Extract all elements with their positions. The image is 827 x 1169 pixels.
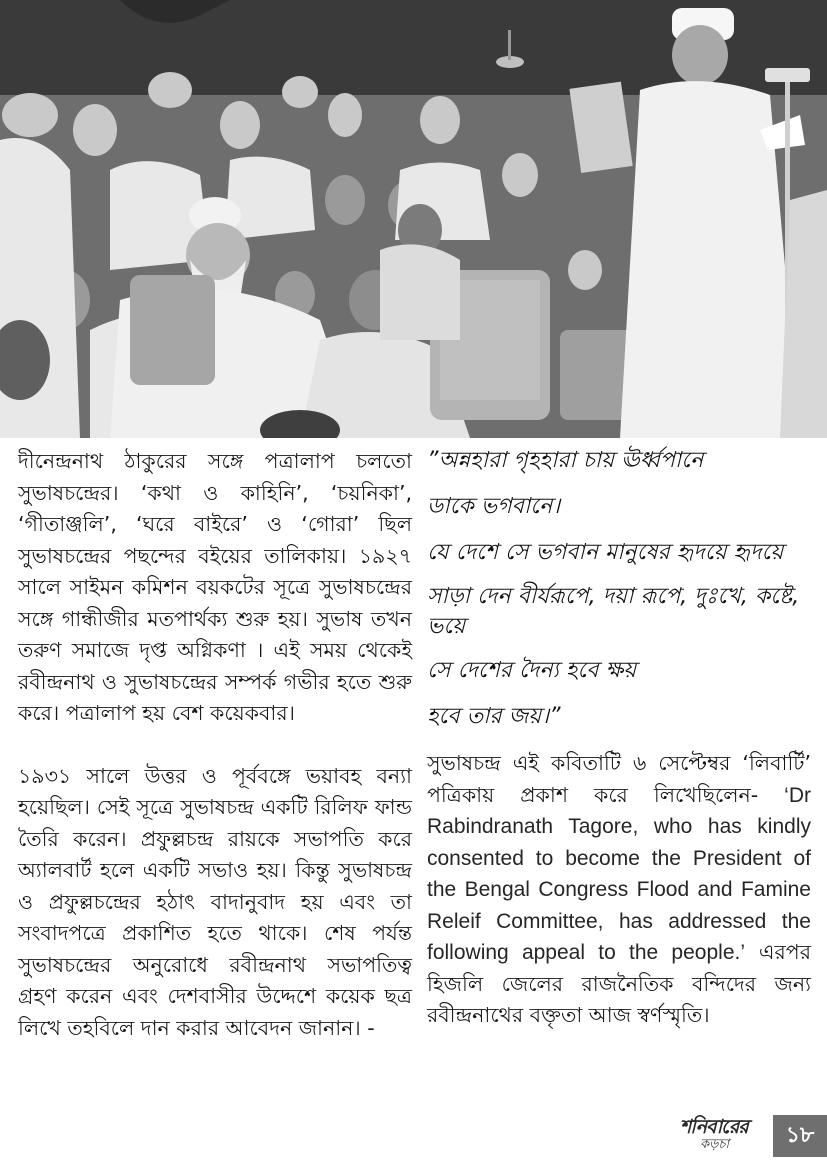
poem-quote — [427, 446, 811, 732]
body-paragraph-1: দীনেন্দ্রনাথ ঠাকুরের সঙ্গে পত্রালাপ চলতো সুভাষচন্দ্রের। ‘কথা ও কাহিনি’, ‘চয়নিকা’, ‘গীতাঞ্জলি’, ‘ঘরে বাইরে’ ও ‘গোরা’ ছিল সুভাষচন্দ্রের পছন্দের বইয়ের তালিকায়। ১৯২৭ সালে সাইমন কমিশন বয়কটের সূত্রে সুভাষচন্দ্রের সঙ্গে গান্ধীজীর মতপার্থক্য শুরু হয়। সুভাষ তখন তরুণ সমাজে দৃপ্ত অগ্নিকণা । এই সময় থেকেই রবীন্দ্রনাথ ও সুভাষচন্দ্রের সম্পর্ক গভীর হতে শুরু করে। পত্রালাপ হয় বেশ কয়েকবার। — [18, 449, 412, 725]
body-paragraph-2: ১৯৩১ সালে উত্তর ও পূর্ববঙ্গে ভয়াবহ বন্যা হয়েছিল। সেই সূত্রে সুভাষচন্দ্র একটি রিলিফ ফান্ড তৈরি করেন। প্রফুল্লচন্দ্র রায়কে সভাপতি করে অ্যালবার্ট হলে একটি সভাও হয়। কিন্তু সুভাষচন্দ্র ও প্রফুল্লচন্দ্রের হঠাৎ বাদানুবাদ হয় এবং তা সংবাদপত্রে প্রকাশিত হতে থাকে। শেষ পর্যন্ত সুভাষচন্দ্রের অনুরোধে রবীন্দ্রনাথ সভাপতিত্ব গ্রহণ করেন এবং দেশবাসীর উদ্দেশে কয়েক ছত্র লিখে তহবিলে দান করার আবেদন জানান। - — [18, 763, 412, 1040]
english-quote: ‘Dr Rabindranath Tagore, who has kindly consented to become the President of the Bengal Congress Flood and Famine Releif Committee, has addressed the following appeal to the people.’ — [427, 783, 811, 964]
bengali-text: সুভাষচন্দ্র এই কবিতাটি ৬ সেপ্টেম্বর ‘লিবার্টি’ পত্রিকায় প্রকাশ করে লিখেছিলেন- — [427, 751, 811, 807]
page-number: ১৮ — [773, 1115, 827, 1157]
publication-logo — [678, 1111, 760, 1157]
logo-main-text: শনিবারের — [680, 1116, 748, 1138]
logo-sub-text: কড়চা — [700, 1137, 730, 1152]
poem-line: ”অন্নহারা গৃহহারা চায় ঊর্ধ্বপানে — [427, 448, 704, 473]
archival-photo — [0, 0, 827, 438]
bengali-text: এরপর হিজলি জেলের রাজনৈতিক বন্দিদের জন্য রবীন্দ্রনাথের বক্তৃতা আজ স্বর্ণস্মৃতি। — [427, 940, 811, 1027]
poem-line: হবে তার জয়।” — [427, 704, 561, 729]
body-paragraph-3 — [427, 748, 811, 1032]
left-column — [18, 446, 412, 1044]
right-column — [427, 446, 811, 1032]
poem-line: সাড়া দেন বীর্যরূপে, দয়া রূপে, দুঃখে, কষ্টে, ভয়ে — [427, 584, 800, 639]
poem-line: যে দেশে সে ভগবান মানুষের হৃদয়ে হৃদয়ে — [427, 540, 784, 565]
photo-illustration — [0, 0, 827, 438]
poem-line: সে দেশের দৈন্য হবে ক্ষয় — [427, 658, 637, 683]
poem-line: ডাকে ভগবানে। — [427, 494, 561, 519]
